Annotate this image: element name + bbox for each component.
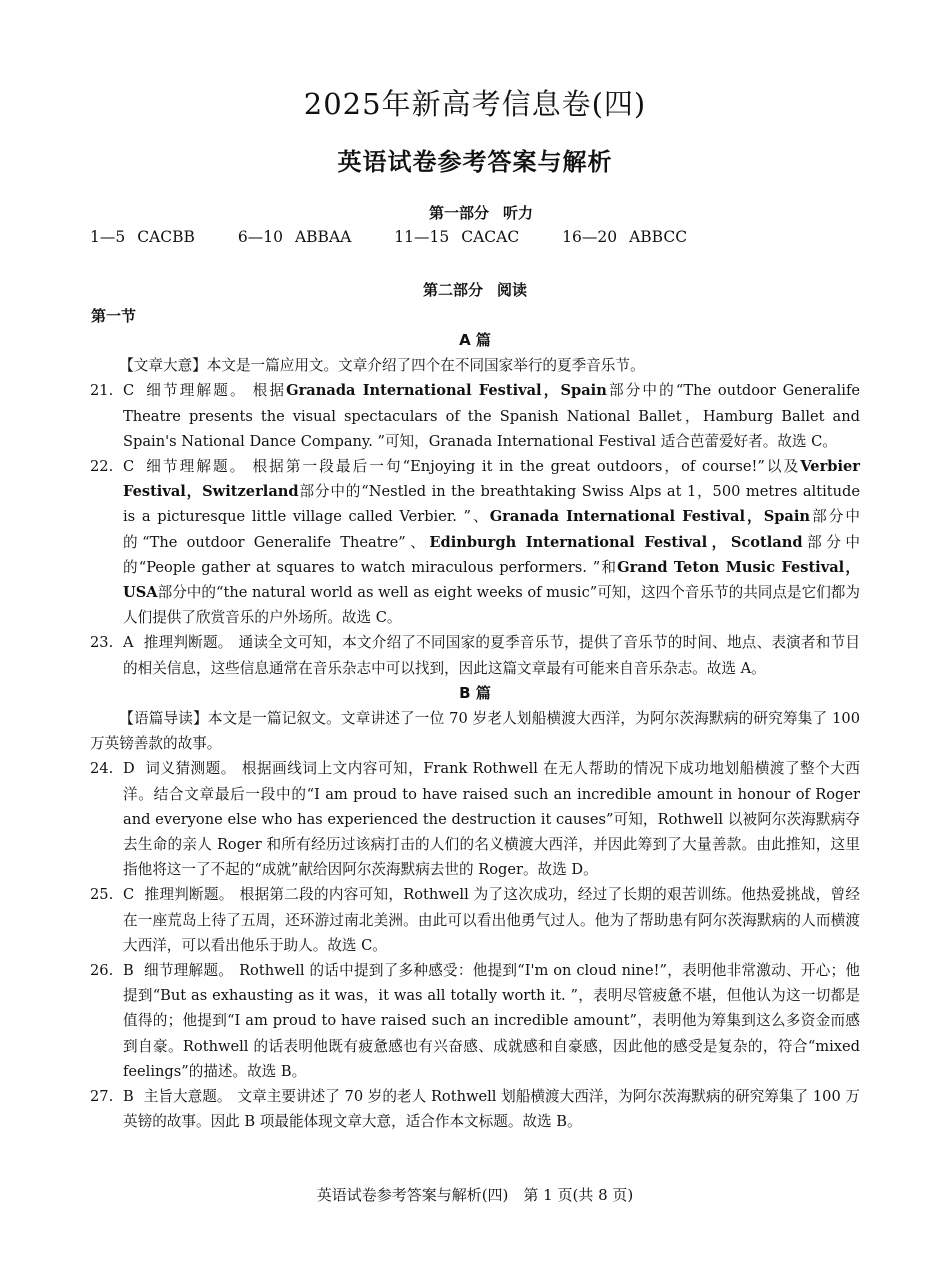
question-25 bbox=[90, 882, 860, 958]
question-explanation bbox=[123, 378, 860, 454]
part1-heading bbox=[0, 202, 950, 224]
explanation-text: 部分中的“People gather at squares to watch miraculous performers. ”和 bbox=[123, 533, 860, 576]
answer-letter: B bbox=[123, 1088, 134, 1106]
explanation-text: 通读全文可知，本文介绍了不同国家的夏季音乐节，提供了音乐节的时间、地点、表演者和节目的相关信息，这些信息通常在音乐杂志中可以找到，因此这篇文章最有可能来自音乐杂志。故选 A。 bbox=[123, 634, 860, 677]
explanation-text: 根据画线词上文内容可知，Frank Rothwell 在无人帮助的情况下成功地划船横渡了整个大西洋。结合文章最后一段中的“I am proud to have raised such an incredible amount in honour of Roger and everyone else who has experienced the destruction it causes”可知，Rothwell 以被阿尔茨海默病夺去生命的亲人 Roger 和所有经历过该病打击的人们的名义横渡大西洋，并因此筹到了大量善款。由此推知，这里指他将这一了不起的“成就”献给因阿尔茨海默病去世的 Roger。故选 D。 bbox=[123, 760, 860, 879]
answer-letter: C bbox=[123, 382, 135, 400]
answer-group bbox=[562, 226, 687, 248]
part2-heading bbox=[0, 279, 950, 301]
question-type: 细节理解题。 bbox=[144, 458, 247, 475]
answer-letters: CACBB bbox=[137, 228, 195, 246]
question-22 bbox=[90, 454, 860, 630]
question-number: 24. bbox=[90, 760, 114, 778]
question-21 bbox=[90, 378, 860, 454]
answer-letter: D bbox=[123, 760, 135, 778]
question-type: 细节理解题。 bbox=[143, 962, 234, 980]
part1-heading-name: 听力 bbox=[503, 204, 534, 222]
explanation-text: 根据第一段最后一句“Enjoying it in the great outdoors，of course!”以及 bbox=[252, 458, 801, 475]
question-number: 25. bbox=[90, 886, 114, 904]
question-number: 22. bbox=[90, 458, 114, 475]
listening-answer-row bbox=[90, 226, 725, 248]
question-number: 23. bbox=[90, 634, 114, 652]
answer-letters: CACAC bbox=[461, 228, 520, 246]
festival-name: Verbier Festival，Switzerland bbox=[123, 458, 860, 501]
passage-b-summary: 【语篇导读】本文是一篇记叙文。文章讲述了一位 70 岁老人划船横渡大西洋，为阿尔茨海默病的研究筹集了 100 万英镑善款的故事。 bbox=[90, 710, 860, 753]
section-heading: 第一节 bbox=[91, 307, 137, 325]
answer-group bbox=[238, 226, 351, 248]
answer-letter: C bbox=[123, 886, 135, 904]
answer-letter: A bbox=[123, 634, 134, 652]
passage-a-summary: 【文章大意】本文是一篇应用文。文章介绍了四个在不同国家举行的夏季音乐节。 bbox=[119, 357, 645, 375]
answer-letter: B bbox=[123, 962, 134, 980]
festival-name: Granada International Festival，Spain bbox=[489, 508, 811, 526]
question-explanation bbox=[123, 756, 860, 882]
answer-letters: ABBAA bbox=[294, 228, 352, 246]
explanation-text: 文章主要讲述了 70 岁的老人 Rothwell 划船横渡大西洋，为阿尔茨海默病的研究筹集了 100 万英镑的故事。因此 B 项最能体现文章大意，适合作本文标题。故选 B。 bbox=[123, 1088, 860, 1131]
page-footer: 英语试卷参考答案与解析(四) 第 1 页(共 8 页) bbox=[316, 1186, 634, 1204]
question-type: 推理判断题。 bbox=[144, 886, 234, 904]
question-type: 推理判断题。 bbox=[143, 634, 233, 652]
passage-a-label: A 篇 bbox=[459, 331, 491, 349]
question-explanation bbox=[123, 630, 860, 680]
question-27 bbox=[90, 1084, 860, 1134]
answer-letters: ABBCC bbox=[629, 228, 688, 246]
question-number: 21. bbox=[90, 382, 114, 400]
part2-heading-number: 第二部分 bbox=[422, 281, 483, 299]
question-23 bbox=[90, 630, 860, 680]
answer-group bbox=[394, 226, 519, 248]
explanation-text: 根据 bbox=[252, 382, 287, 400]
question-explanation bbox=[123, 454, 860, 630]
question-explanation bbox=[123, 1084, 860, 1134]
explanation-text: 根据第二段的内容可知，Rothwell 为了这次成功，经过了长期的艰苦训练。他热爱挑战，曾经在一座荒岛上待了五周，还环游过南北美洲。由此可以看出他勇气过人。他为了帮助患有阿尔茨海默病的人而横渡大西洋，可以看出他乐于助人。故选 C。 bbox=[123, 886, 860, 954]
question-24 bbox=[90, 756, 860, 882]
question-number: 26. bbox=[90, 962, 114, 980]
question-type: 细节理解题。 bbox=[144, 382, 247, 400]
question-type: 主旨大意题。 bbox=[143, 1088, 232, 1106]
answer-range: 16—20 bbox=[562, 228, 618, 246]
explanation-text: 部分中的“the natural world as well as eight weeks of music”可知，这四个音乐节的共同点是它们都为人们提供了欣赏音乐的户外场所。故选 C。 bbox=[123, 584, 860, 627]
festival-name: Granada International Festival，Spain bbox=[286, 382, 607, 400]
answer-explanations bbox=[90, 328, 860, 1134]
question-type: 词义猜测题。 bbox=[144, 760, 236, 778]
question-explanation bbox=[123, 882, 860, 958]
question-explanation bbox=[123, 958, 860, 1084]
page-subtitle: 英语试卷参考答案与解析 bbox=[337, 148, 613, 176]
part2-heading-name: 阅读 bbox=[497, 281, 528, 299]
explanation-text: 部分中的“Nestled in the breathtaking Swiss Alps at 1，500 metres altitude is a picturesque little village called Verbier. ”、 bbox=[123, 483, 860, 526]
explanation-text: 部分中的“The outdoor Generalife Theatre presents the visual spectaculars of the Spanish National Ballet，Hamburg Ballet and Spain's National Dance Company. ”可知，Granada International Festival 适合芭蕾爱好者。故选 C。 bbox=[123, 382, 860, 450]
answer-range: 6—10 bbox=[237, 228, 283, 246]
answer-range: 11—15 bbox=[394, 228, 450, 246]
answer-group bbox=[90, 226, 195, 248]
page-title: 2025年新高考信息卷(四) bbox=[303, 87, 647, 121]
part1-heading-number: 第一部分 bbox=[428, 204, 489, 222]
festival-name: Edinburgh International Festival，Scotland bbox=[429, 533, 803, 551]
answer-range: 1—5 bbox=[90, 228, 126, 246]
festival-name: Grand Teton Music Festival，USA bbox=[123, 558, 860, 602]
question-number: 27. bbox=[90, 1088, 114, 1106]
passage-b-label: B 篇 bbox=[459, 683, 491, 702]
question-26 bbox=[90, 958, 860, 1084]
explanation-text: Rothwell 的话中提到了多种感受：他提到“I'm on cloud nine!”，表明他非常激动、开心；他提到“But as exhausting as it was，it was all totally worth it. ”，表明尽管疲惫不堪，但他认为这一切都是值得的；他提到“I am proud to have raised such an incredible amount”，表明他为筹集到这么多资金而感到自豪。Rothwell 的话表明他既有疲惫感也有兴奋感、成就感和自豪感，因此他的感受是复杂的，符合“mixed feelings”的描述。故选 B。 bbox=[123, 962, 860, 1080]
answer-letter: C bbox=[123, 458, 135, 475]
explanation-text: 部分中的“The outdoor Generalife Theatre”、 bbox=[123, 508, 860, 551]
